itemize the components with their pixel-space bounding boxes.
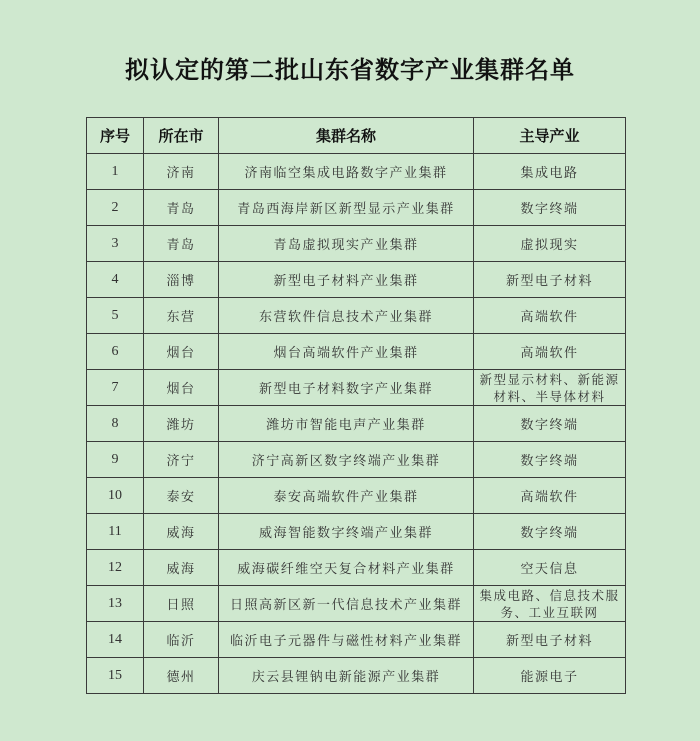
- cell-city: 泰安: [144, 478, 219, 514]
- table-body: [87, 154, 626, 694]
- cell-cluster: 新型电子材料产业集群: [219, 262, 474, 298]
- table-row: [87, 298, 626, 334]
- cell-industry: 能源电子: [474, 658, 626, 694]
- cell-index: 13: [87, 586, 144, 622]
- table-row: [87, 370, 626, 406]
- cell-industry: 新型显示材料、新能源材料、半导体材料: [474, 370, 626, 406]
- cell-cluster: 威海碳纤维空天复合材料产业集群: [219, 550, 474, 586]
- table-row: [87, 334, 626, 370]
- cell-city: 青岛: [144, 226, 219, 262]
- cell-index: 8: [87, 406, 144, 442]
- cell-index: 12: [87, 550, 144, 586]
- cell-city: 东营: [144, 298, 219, 334]
- cell-cluster: 泰安高端软件产业集群: [219, 478, 474, 514]
- table-row: [87, 478, 626, 514]
- cell-industry: 新型电子材料: [474, 262, 626, 298]
- cell-industry: 虚拟现实: [474, 226, 626, 262]
- table-row: [87, 442, 626, 478]
- cell-city: 烟台: [144, 370, 219, 406]
- table-row: [87, 514, 626, 550]
- cell-index: 10: [87, 478, 144, 514]
- cell-industry: 数字终端: [474, 406, 626, 442]
- cell-industry: 高端软件: [474, 334, 626, 370]
- cell-city: 济南: [144, 154, 219, 190]
- table-row: [87, 190, 626, 226]
- cell-index: 11: [87, 514, 144, 550]
- cluster-table: [86, 117, 626, 694]
- cell-cluster: 日照高新区新一代信息技术产业集群: [219, 586, 474, 622]
- cell-industry: 数字终端: [474, 442, 626, 478]
- table-row: [87, 154, 626, 190]
- cell-cluster: 东营软件信息技术产业集群: [219, 298, 474, 334]
- cell-cluster: 新型电子材料数字产业集群: [219, 370, 474, 406]
- table-row: [87, 226, 626, 262]
- cell-index: 15: [87, 658, 144, 694]
- cell-cluster: 济宁高新区数字终端产业集群: [219, 442, 474, 478]
- header-industry: 主导产业: [474, 118, 626, 154]
- page-title: 拟认定的第二批山东省数字产业集群名单: [125, 56, 575, 84]
- table-row: [87, 586, 626, 622]
- cell-industry: 数字终端: [474, 514, 626, 550]
- cell-industry: 高端软件: [474, 478, 626, 514]
- cell-index: 5: [87, 298, 144, 334]
- header-index: 序号: [87, 118, 144, 154]
- cell-industry: 新型电子材料: [474, 622, 626, 658]
- cell-city: 济宁: [144, 442, 219, 478]
- table-header-row: [87, 118, 626, 154]
- table-row: [87, 262, 626, 298]
- cell-city: 烟台: [144, 334, 219, 370]
- cell-city: 淄博: [144, 262, 219, 298]
- header-cluster: 集群名称: [219, 118, 474, 154]
- table-row: [87, 658, 626, 694]
- cell-city: 威海: [144, 550, 219, 586]
- cell-city: 潍坊: [144, 406, 219, 442]
- cell-index: 1: [87, 154, 144, 190]
- cell-industry: 集成电路: [474, 154, 626, 190]
- cell-index: 14: [87, 622, 144, 658]
- cell-cluster: 威海智能数字终端产业集群: [219, 514, 474, 550]
- cell-cluster: 青岛西海岸新区新型显示产业集群: [219, 190, 474, 226]
- cell-index: 6: [87, 334, 144, 370]
- cell-industry: 空天信息: [474, 550, 626, 586]
- cell-city: 青岛: [144, 190, 219, 226]
- table-row: [87, 406, 626, 442]
- cell-cluster: 临沂电子元器件与磁性材料产业集群: [219, 622, 474, 658]
- cell-cluster: 青岛虚拟现实产业集群: [219, 226, 474, 262]
- cell-city: 德州: [144, 658, 219, 694]
- cell-cluster: 庆云县锂钠电新能源产业集群: [219, 658, 474, 694]
- cell-city: 日照: [144, 586, 219, 622]
- cell-industry: 集成电路、信息技术服务、工业互联网: [474, 586, 626, 622]
- cell-industry: 数字终端: [474, 190, 626, 226]
- header-city: 所在市: [144, 118, 219, 154]
- cell-cluster: 济南临空集成电路数字产业集群: [219, 154, 474, 190]
- cell-cluster: 潍坊市智能电声产业集群: [219, 406, 474, 442]
- cell-index: 9: [87, 442, 144, 478]
- cell-index: 4: [87, 262, 144, 298]
- cell-industry: 高端软件: [474, 298, 626, 334]
- cell-city: 威海: [144, 514, 219, 550]
- table-row: [87, 550, 626, 586]
- cell-city: 临沂: [144, 622, 219, 658]
- cell-index: 7: [87, 370, 144, 406]
- table-row: [87, 622, 626, 658]
- cell-index: 3: [87, 226, 144, 262]
- cell-cluster: 烟台高端软件产业集群: [219, 334, 474, 370]
- cell-index: 2: [87, 190, 144, 226]
